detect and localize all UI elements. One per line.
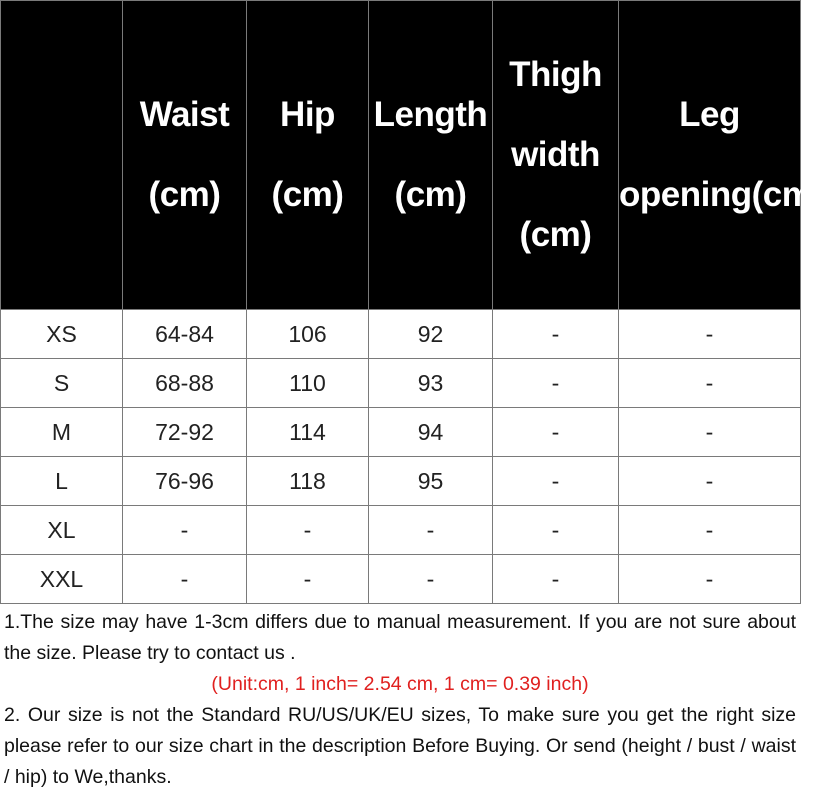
thigh-width-value: - xyxy=(493,408,619,457)
hip-value: 106 xyxy=(247,310,369,359)
hip-value: 118 xyxy=(247,457,369,506)
length-value: - xyxy=(369,555,493,604)
size-label: S xyxy=(1,359,123,408)
note-sizing-standard: 2. Our size is not the Standard RU/US/UK/EU sizes, To make sure you get the right size please refer to our size chart in the description Before Buying. Or send (height / bust / waist / hip) to We,thanks. xyxy=(4,704,796,788)
leg-opening-value: - xyxy=(619,457,801,506)
thigh-width-value: - xyxy=(493,359,619,408)
table-row xyxy=(1,359,801,408)
header-thigh-width: Thigh width (cm) xyxy=(493,1,619,310)
thigh-width-value: - xyxy=(493,457,619,506)
waist-value: 64-84 xyxy=(123,310,247,359)
size-label: M xyxy=(1,408,123,457)
header-length: Length (cm) xyxy=(369,1,493,310)
leg-opening-value: - xyxy=(619,555,801,604)
header-hip: Hip (cm) xyxy=(247,1,369,310)
size-notes xyxy=(0,607,796,793)
hip-value: - xyxy=(247,555,369,604)
table-row xyxy=(1,555,801,604)
leg-opening-value: - xyxy=(619,310,801,359)
thigh-width-value: - xyxy=(493,555,619,604)
size-label: XS xyxy=(1,310,123,359)
size-label: L xyxy=(1,457,123,506)
table-row xyxy=(1,457,801,506)
unit-conversion-note: (Unit:cm, 1 inch= 2.54 cm, 1 cm= 0.39 inch) xyxy=(211,673,589,695)
size-label: XXL xyxy=(1,555,123,604)
table-row xyxy=(1,506,801,555)
leg-opening-value: - xyxy=(619,408,801,457)
table-row xyxy=(1,408,801,457)
table-row xyxy=(1,310,801,359)
waist-value: 76-96 xyxy=(123,457,247,506)
thigh-width-value: - xyxy=(493,310,619,359)
header-row xyxy=(1,1,801,310)
waist-value: - xyxy=(123,555,247,604)
header-leg-opening: Leg opening(cm) xyxy=(619,1,801,310)
note-measurement-tolerance: 1.The size may have 1-3cm differs due to manual measurement. If you are not sure about the size. Please try to contact us . xyxy=(4,611,796,664)
hip-value: - xyxy=(247,506,369,555)
length-value: 93 xyxy=(369,359,493,408)
header-waist: Waist (cm) xyxy=(123,1,247,310)
length-value: 92 xyxy=(369,310,493,359)
size-label: XL xyxy=(1,506,123,555)
waist-value: - xyxy=(123,506,247,555)
length-value: - xyxy=(369,506,493,555)
leg-opening-value: - xyxy=(619,506,801,555)
thigh-width-value: - xyxy=(493,506,619,555)
header-size-column xyxy=(1,1,123,310)
length-value: 95 xyxy=(369,457,493,506)
hip-value: 110 xyxy=(247,359,369,408)
waist-value: 72-92 xyxy=(123,408,247,457)
waist-value: 68-88 xyxy=(123,359,247,408)
hip-value: 114 xyxy=(247,408,369,457)
length-value: 94 xyxy=(369,408,493,457)
leg-opening-value: - xyxy=(619,359,801,408)
